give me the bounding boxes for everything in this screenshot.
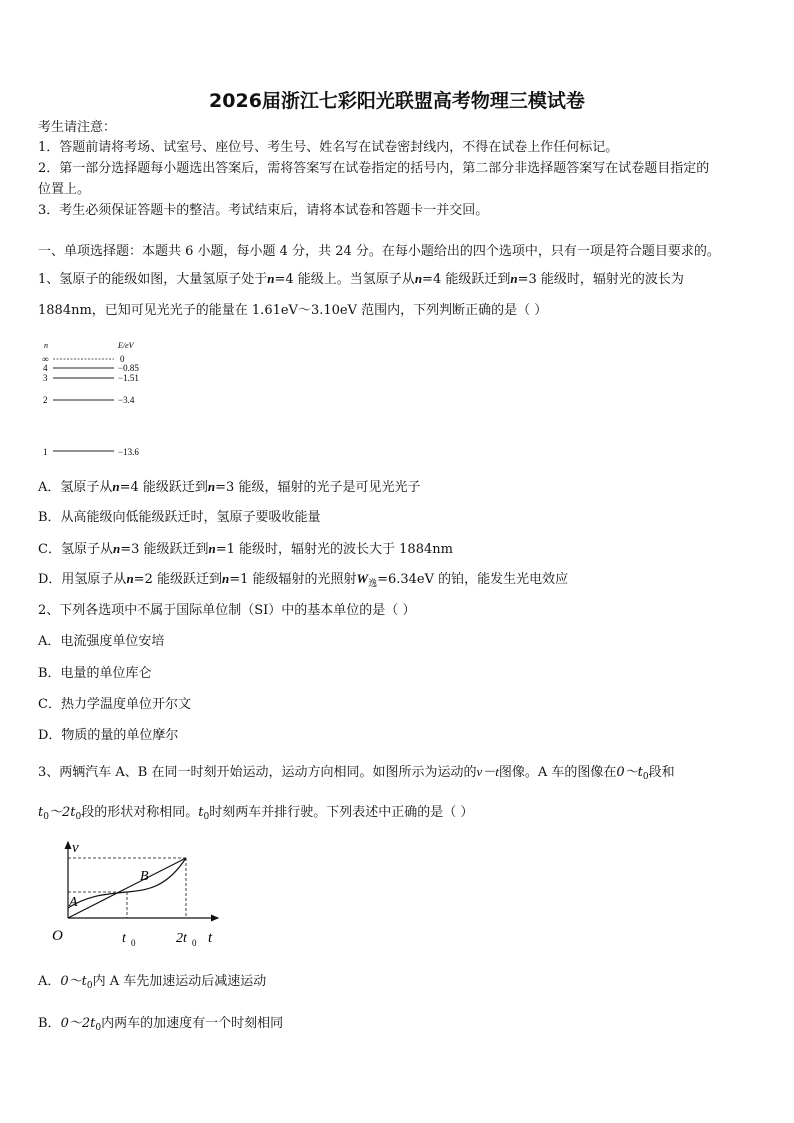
- t-axis-label: t: [208, 930, 213, 946]
- q3-stem-line1: [38, 763, 675, 786]
- level-energy: −13.6: [118, 447, 139, 457]
- level-energy: −0.85: [118, 363, 139, 373]
- vt-graph: [50, 838, 230, 950]
- level-n: 3: [43, 373, 48, 383]
- option-text: D．用氢原子从: [38, 572, 127, 587]
- 2t0-tick-label: 2t: [176, 931, 187, 946]
- q2-stem: 2、下列各选项中不属于国际单位制（SI）中的基本单位的是（ ）: [38, 603, 416, 618]
- t0-symbol: t: [198, 805, 204, 820]
- energy-axis-label: E/eV: [118, 341, 134, 350]
- 2t0-tick-sub: 0: [192, 938, 197, 948]
- level-energy: −1.51: [118, 373, 139, 383]
- subscript: 0: [43, 812, 49, 822]
- origin-label: O: [52, 928, 63, 944]
- q1-option-b: B．从高能级向低能级跃迁时，氢原子要吸收能量: [38, 510, 321, 525]
- var-n: n: [267, 271, 275, 286]
- range-symbol: ～2t: [48, 805, 76, 820]
- option-text: =2 能级跃迁到: [133, 572, 222, 587]
- option-text: =4 能级跃迁到: [119, 480, 208, 495]
- t0-tick-label: t: [122, 931, 126, 946]
- q2-option-b: B．电量的单位库仑: [38, 666, 152, 681]
- q3-stem-text: 3、两辆汽车 A、B 在同一时刻开始运动，运动方向相同。如图所示为运动的: [38, 765, 477, 780]
- q1-option-a: [38, 478, 420, 497]
- var-n: n: [112, 479, 120, 494]
- car-a-curve: [68, 858, 186, 908]
- var-n: n: [510, 271, 518, 286]
- q1-option-c: [38, 540, 453, 559]
- range-symbol: t: [38, 805, 44, 820]
- n-axis-label: n: [44, 341, 48, 350]
- level-n: 1: [43, 447, 48, 457]
- vt-symbol: v－t: [476, 764, 499, 779]
- level-energy: −3.4: [118, 395, 135, 405]
- q3-stem-text: 段的形状对称相同。: [81, 805, 199, 820]
- q3-option-b: [38, 1015, 283, 1037]
- option-text: =3 能级，辐射的光子是可见光光子: [215, 480, 421, 495]
- page-title: 2026届浙江七彩阳光联盟高考物理三模试卷: [209, 90, 585, 112]
- q3-option-a: [38, 973, 266, 995]
- q2-option-c: C．热力学温度单位开尔文: [38, 697, 191, 712]
- work-function-subscript: 逸: [368, 579, 378, 589]
- energy-level-diagram: [38, 337, 198, 462]
- var-n: n: [414, 271, 423, 286]
- section-heading: 一、单项选择题：本题共 6 小题，每小题 4 分，共 24 分。在每小题给出的四个选项中，只有一项是符合题目要求的。: [38, 244, 720, 259]
- level-n: 2: [43, 395, 48, 405]
- option-text: 内两车的加速度有一个时刻相同: [101, 1016, 284, 1031]
- t0-tick-sub: 0: [131, 938, 136, 948]
- v-axis-label: v: [72, 840, 79, 856]
- notice-item-1: 1．答题前请将考场、试室号、座位号、考生号、姓名写在试卷密封线内，不得在试卷上作任何标记。: [38, 140, 619, 155]
- q1-stem-text: =3 能级时，辐射光的波长为: [517, 272, 684, 287]
- q1-stem-line2: 1884nm，已知可见光光子的能量在 1.61eV～3.10eV 范围内，下列判断正确的是（ ）: [38, 303, 548, 318]
- subscript: 0: [203, 812, 210, 822]
- option-text: C．氢原子从: [38, 542, 113, 557]
- level-n: 4: [43, 363, 48, 373]
- curve-b-label: B: [140, 869, 149, 884]
- range-symbol: 0～2t: [60, 1016, 96, 1031]
- q3-stem-text: 图像。A 车的图像在: [498, 765, 617, 780]
- subscript: 0: [75, 812, 82, 822]
- work-function-symbol: W: [356, 571, 369, 586]
- q1-option-d: [38, 570, 568, 593]
- q3-stem-text: 时刻两车并排行驶。下列表述中正确的是（ ）: [209, 805, 474, 820]
- notice-item-3: 3．考生必须保证答题卡的整洁。考试结束后，请将本试卷和答题卡一并交回。: [38, 203, 489, 218]
- option-text: A．氢原子从: [38, 480, 113, 495]
- var-n: n: [126, 571, 134, 586]
- option-text: =3 能级跃迁到: [120, 542, 209, 557]
- q1-stem-text: 1、氢原子的能级如图，大量氢原子处于: [38, 272, 268, 287]
- option-text: A．: [38, 974, 61, 989]
- notice-item-2: 2．第一部分选择题每小题选出答案后，需将答案写在试卷指定的括号内，第二部分非选择题答案写在试卷题目指定的: [38, 161, 710, 176]
- subscript: 0: [642, 772, 649, 782]
- q1-stem-line1: [38, 270, 684, 289]
- var-n: n: [221, 571, 230, 586]
- notice-heading: 考生请注意：: [38, 120, 117, 135]
- subscript: 0: [86, 981, 93, 991]
- q1-stem-text: =4 能级上。当氢原子从: [274, 272, 415, 287]
- var-n: n: [112, 541, 121, 556]
- option-text: 内 A 车先加速运动后减速运动: [92, 974, 267, 989]
- option-text: B．: [38, 1016, 61, 1031]
- notice-item-2-cont: 位置上。: [38, 182, 91, 197]
- level-energy: 0: [120, 354, 125, 364]
- q2-option-a: A．电流强度单位安培: [38, 634, 165, 649]
- curve-a-label: A: [69, 895, 78, 910]
- var-n: n: [208, 541, 216, 556]
- level-n: ∞: [42, 354, 49, 364]
- q3-stem-text: 段和: [648, 765, 675, 780]
- q2-option-d: D．物质的量的单位摩尔: [38, 728, 179, 743]
- option-text: =1 能级辐射的光照射: [229, 572, 357, 587]
- subscript: 0: [95, 1023, 102, 1033]
- var-n: n: [207, 479, 216, 494]
- q1-stem-text: =4 能级跃迁到: [422, 272, 511, 287]
- range-symbol: 0～t: [616, 765, 643, 780]
- range-symbol: 0～t: [60, 974, 87, 989]
- option-text: =6.34eV 的铂，能发生光电效应: [377, 572, 569, 587]
- q3-stem-line2: [38, 804, 473, 826]
- option-text: =1 能级时，辐射光的波长大于 1884nm: [215, 542, 453, 557]
